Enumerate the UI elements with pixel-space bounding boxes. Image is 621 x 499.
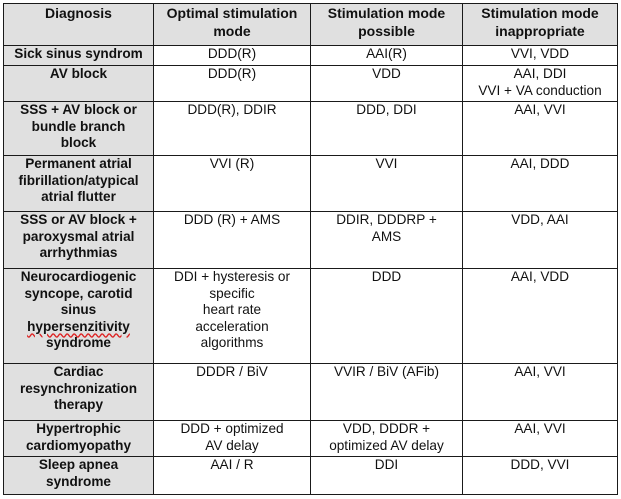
cell-text-line: sinus [60, 302, 97, 318]
cell-text-line: syndrome [46, 335, 111, 351]
cell-text-line: optimized AV delay [329, 437, 444, 453]
cell-diagnosis [4, 421, 154, 457]
cell-text-line: resynchronization [19, 380, 138, 396]
cell-text-line: DDIR, DDDRP + [336, 212, 437, 227]
table-row [4, 364, 618, 421]
table-row [4, 156, 618, 212]
cell-possible-mode [311, 457, 463, 495]
cell-text-line: fibrillation/atypical [18, 172, 139, 188]
cell-diagnosis [4, 102, 154, 156]
cell-text-line: VVI + VA conduction [478, 82, 602, 98]
cell-text-line: Permanent atrial [25, 156, 132, 171]
cell-text-line: DDD + optimized [180, 421, 284, 436]
pacing-mode-table [3, 3, 618, 495]
cell-inappropriate-mode [463, 156, 618, 212]
table-row [4, 66, 618, 102]
cell-text-line: VVI [375, 156, 398, 171]
cell-diagnosis [4, 46, 154, 66]
cell-diagnosis [4, 364, 154, 421]
cell-inappropriate-mode [463, 66, 618, 102]
cell-text-line: therapy [53, 397, 104, 413]
cell-text-line: atrial flutter [41, 189, 116, 205]
cell-text-line: DDD(R) [207, 46, 257, 61]
cell-text-line: AAI, VDD [510, 269, 570, 284]
table-row [4, 421, 618, 457]
cell-text-line: Neurocardiogenic [20, 269, 137, 284]
cell-text-line: specific [209, 285, 255, 301]
cell-optimal-mode [154, 156, 311, 212]
cell-text-line: VVI, VDD [510, 46, 570, 61]
cell-text-line: block [60, 135, 97, 151]
cell-text-line: SSS + AV block or [20, 102, 137, 117]
cell-text-line: VDD, AAI [511, 212, 569, 227]
cell-optimal-mode [154, 102, 311, 156]
cell-optimal-mode [154, 364, 311, 421]
cell-diagnosis [4, 66, 154, 102]
cell-text-line: Sick sinus syndrom [14, 46, 143, 61]
cell-text-line: DDI + hysteresis or [174, 269, 290, 284]
cell-text-line: DDI [374, 457, 399, 472]
cell-text-line: DDD [371, 269, 402, 284]
cell-possible-mode [311, 102, 463, 156]
cell-inappropriate-mode [463, 46, 618, 66]
cell-text-line: VVIR / BiV (AFib) [334, 364, 439, 379]
cell-text-line: VDD, DDDR + [342, 421, 431, 436]
cell-text-line: SSS or AV block + [20, 212, 137, 227]
cell-possible-mode [311, 364, 463, 421]
cell-diagnosis [4, 269, 154, 364]
cell-text-line: DDD(R), DDIR [187, 102, 277, 117]
table-row [4, 212, 618, 269]
table-row [4, 457, 618, 495]
cell-text-line: bundle branch [31, 118, 126, 134]
cell-possible-mode [311, 66, 463, 102]
cell-possible-mode [311, 421, 463, 457]
cell-possible-mode [311, 269, 463, 364]
cell-optimal-mode [154, 212, 311, 269]
cell-text-line: Sleep apnea [38, 457, 119, 472]
cell-inappropriate-mode [463, 212, 618, 269]
cell-optimal-mode [154, 421, 311, 457]
header-inappropriate-mode: Stimulation mode inappropriate [463, 4, 618, 46]
cell-possible-mode [311, 156, 463, 212]
cell-inappropriate-mode [463, 364, 618, 421]
cell-inappropriate-mode [463, 421, 618, 457]
cell-optimal-mode [154, 66, 311, 102]
cell-possible-mode [311, 46, 463, 66]
cell-inappropriate-mode [463, 457, 618, 495]
cell-text-line: DDD, VVI [510, 457, 570, 472]
header-diagnosis: Diagnosis [4, 4, 154, 46]
cell-optimal-mode [154, 46, 311, 66]
cell-diagnosis [4, 457, 154, 495]
cell-text-line: Cardiac [53, 364, 104, 379]
cell-text-line: Hypertrophic [36, 421, 121, 436]
cell-text-line: AAI, VVI [514, 421, 566, 436]
header-optimal-mode: Optimal stimulation mode [154, 4, 311, 46]
cell-text-line: hypersenzitivity [27, 318, 130, 334]
cell-text-line: AAI, VVI [514, 364, 566, 379]
cell-text-line: DDD, DDI [356, 102, 417, 117]
cell-text-line: AV block [49, 66, 108, 81]
cell-optimal-mode [154, 457, 311, 495]
cell-text-line: AV delay [205, 437, 259, 453]
cell-text-line: algorithms [200, 335, 264, 351]
cell-text-line: DDD (R) + AMS [183, 212, 281, 227]
cell-text-line: AAI, DDI [513, 66, 567, 81]
cell-text-line: AAI(R) [366, 46, 407, 61]
cell-possible-mode [311, 212, 463, 269]
cell-text-line: DDD(R) [207, 66, 257, 81]
cell-text-line: heart rate [202, 302, 262, 318]
cell-text-line: AAI, DDD [510, 156, 570, 171]
cell-text-line: VVI (R) [209, 156, 255, 171]
header-row [4, 4, 618, 46]
cell-text-line: syndrome [46, 473, 111, 489]
cell-text-line: AAI / R [210, 457, 254, 472]
table-row [4, 102, 618, 156]
cell-text-line: cardiomyopathy [26, 437, 131, 453]
cell-optimal-mode [154, 269, 311, 364]
table-row [4, 46, 618, 66]
cell-text-line: VDD [372, 66, 401, 81]
cell-inappropriate-mode [463, 269, 618, 364]
table-header [4, 4, 618, 46]
cell-diagnosis [4, 156, 154, 212]
cell-text-line: paroxysmal atrial [22, 228, 135, 244]
cell-diagnosis [4, 212, 154, 269]
cell-inappropriate-mode [463, 102, 618, 156]
cell-text-line: syncope, carotid [24, 285, 133, 301]
cell-text-line: DDDR / BiV [196, 364, 268, 379]
header-possible-mode: Stimulation mode possible [311, 4, 463, 46]
table-row [4, 269, 618, 364]
table-body [4, 46, 618, 495]
cell-text-line: AMS [371, 228, 402, 244]
cell-text-line: AAI, VVI [514, 102, 566, 117]
cell-text-line: acceleration [195, 318, 269, 334]
cell-text-line: arrhythmias [39, 245, 118, 261]
